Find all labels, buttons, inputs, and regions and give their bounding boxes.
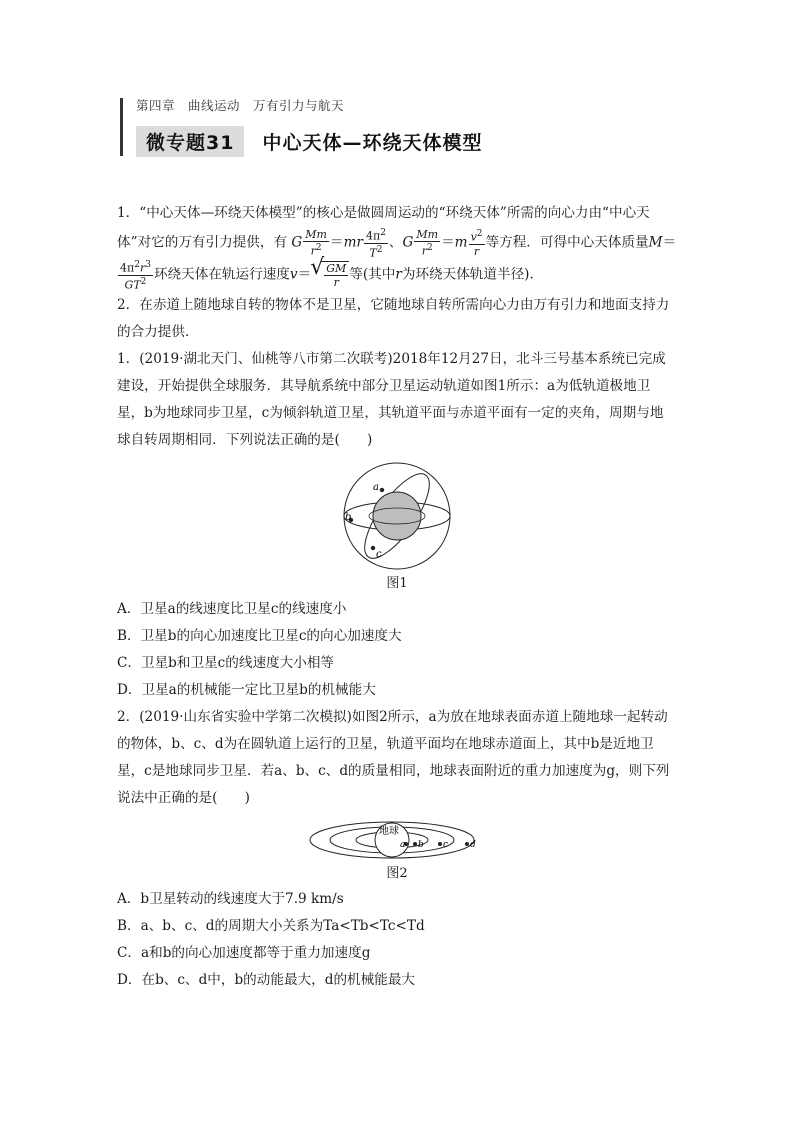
question-2-stem: 2．(2019·山东省实验中学第二次模拟)如图2所示，a为放在地球表面赤道上随地球一起转动的物体，b、c、d为在圆轨道上运行的卫星，轨道平面均在地球赤道面上，其中b是近地卫星，c是地球同步卫星．若a、b、c、d的质量相同，地球表面附近的重力加速度为g，则下列说法中正确的是( ): [117, 708, 670, 806]
intro-text-a: 1．“中心天体—环绕天体模型”的核心是做圆周运动的“环绕天体”所需的向心力由“中心天体”对它的万有引力提供，有: [117, 205, 650, 251]
chapter-title: 第四章 曲线运动 万有引力与航天: [136, 98, 345, 113]
q1-option-d: D．卫星a的机械能一定比卫星b的机械能大: [117, 681, 376, 698]
q2-option-c: C．a和b的向心加速度都等于重力加速度g: [117, 944, 371, 961]
q2-option-a: A．b卫星转动的线速度大于7.9 km/s: [117, 890, 344, 907]
q1-option-c: C．卫星b和卫星c的线速度大小相等: [117, 654, 335, 671]
fig1-label-c: c: [376, 548, 382, 560]
fig1-label-a: a: [373, 481, 379, 493]
fig2-label-a: a: [400, 839, 406, 850]
fig2-earth-label: 地球: [379, 825, 399, 837]
q1-option-b: B．卫星b的向心加速度比卫星c的向心加速度大: [117, 627, 402, 644]
title-row: [136, 126, 482, 156]
question-1-stem: 1．(2019·湖北天门、仙桃等八市第二次联考)2018年12月27日，北斗三号基本系统已完成建设，开始提供全球服务．其导航系统中部分卫星运动轨道如图1所示：a为低轨道极地卫星，b为地球同步卫星，c为倾斜轨道卫星，其轨道平面与赤道平面有一定的夹角，周期与地球自转周期相同．下列说法正确的是( ): [117, 350, 666, 448]
intro-text-c: 环绕天体在轨运行速度: [153, 266, 290, 283]
header-bar: [120, 98, 123, 156]
intro-text-d: 等(其中: [349, 266, 396, 283]
page-title: 中心天体—环绕天体模型: [262, 131, 483, 154]
intro-text-b: 等方程．可得中心天体质量: [485, 234, 649, 251]
q2-option-b: B．a、b、c、d的周期大小关系为Ta<Tb<Tc<Td: [117, 917, 425, 934]
figure-1-orbits: [337, 460, 457, 572]
document-body: [117, 200, 677, 994]
topic-tag: 微专题31: [136, 126, 244, 157]
fig2-label-b: b: [418, 839, 424, 850]
intro-text-e: 为环绕天体轨道半径)．: [401, 266, 544, 283]
fig2-label-c: c: [443, 839, 449, 850]
intro-paragraph-2: 2．在赤道上随地球自转的物体不是卫星，它随地球自转所需向心力由万有引力和地面支持力的合力提供．: [117, 296, 670, 340]
q2-option-d: D．在b、c、d中，b的动能最大，d的机械能最大: [117, 971, 416, 988]
fig2-label-d: d: [470, 839, 476, 850]
intro-paragraph-1: 1．“中心天体—环绕天体模型”的核心是做圆周运动的“环绕天体”所需的向心力由“中心天体”对它的万有引力提供，有 G $\frac{Mm}{r^2}$ ＝mr $\frac{4\pi^2}{T^2}$ 、G $\frac{Mm}{r^2}$ ＝m $\frac{v^2}{r}$ 等方程．可得中心天体质量M＝ $\frac{4\pi^2r^3}{GT^2}$ 环绕天体在轨运行速度v＝ √ $\frac{GM}{r}$ 等(其中r为环绕天体轨道半径)．: [117, 200, 677, 292]
figure-2-orbits: [307, 816, 487, 862]
q1-option-a: A．卫星a的线速度比卫星c的线速度小: [117, 600, 347, 617]
figure-2-caption: 图2: [386, 865, 408, 881]
fig1-label-b: b: [345, 511, 352, 523]
figure-1-caption: 图1: [386, 575, 408, 591]
